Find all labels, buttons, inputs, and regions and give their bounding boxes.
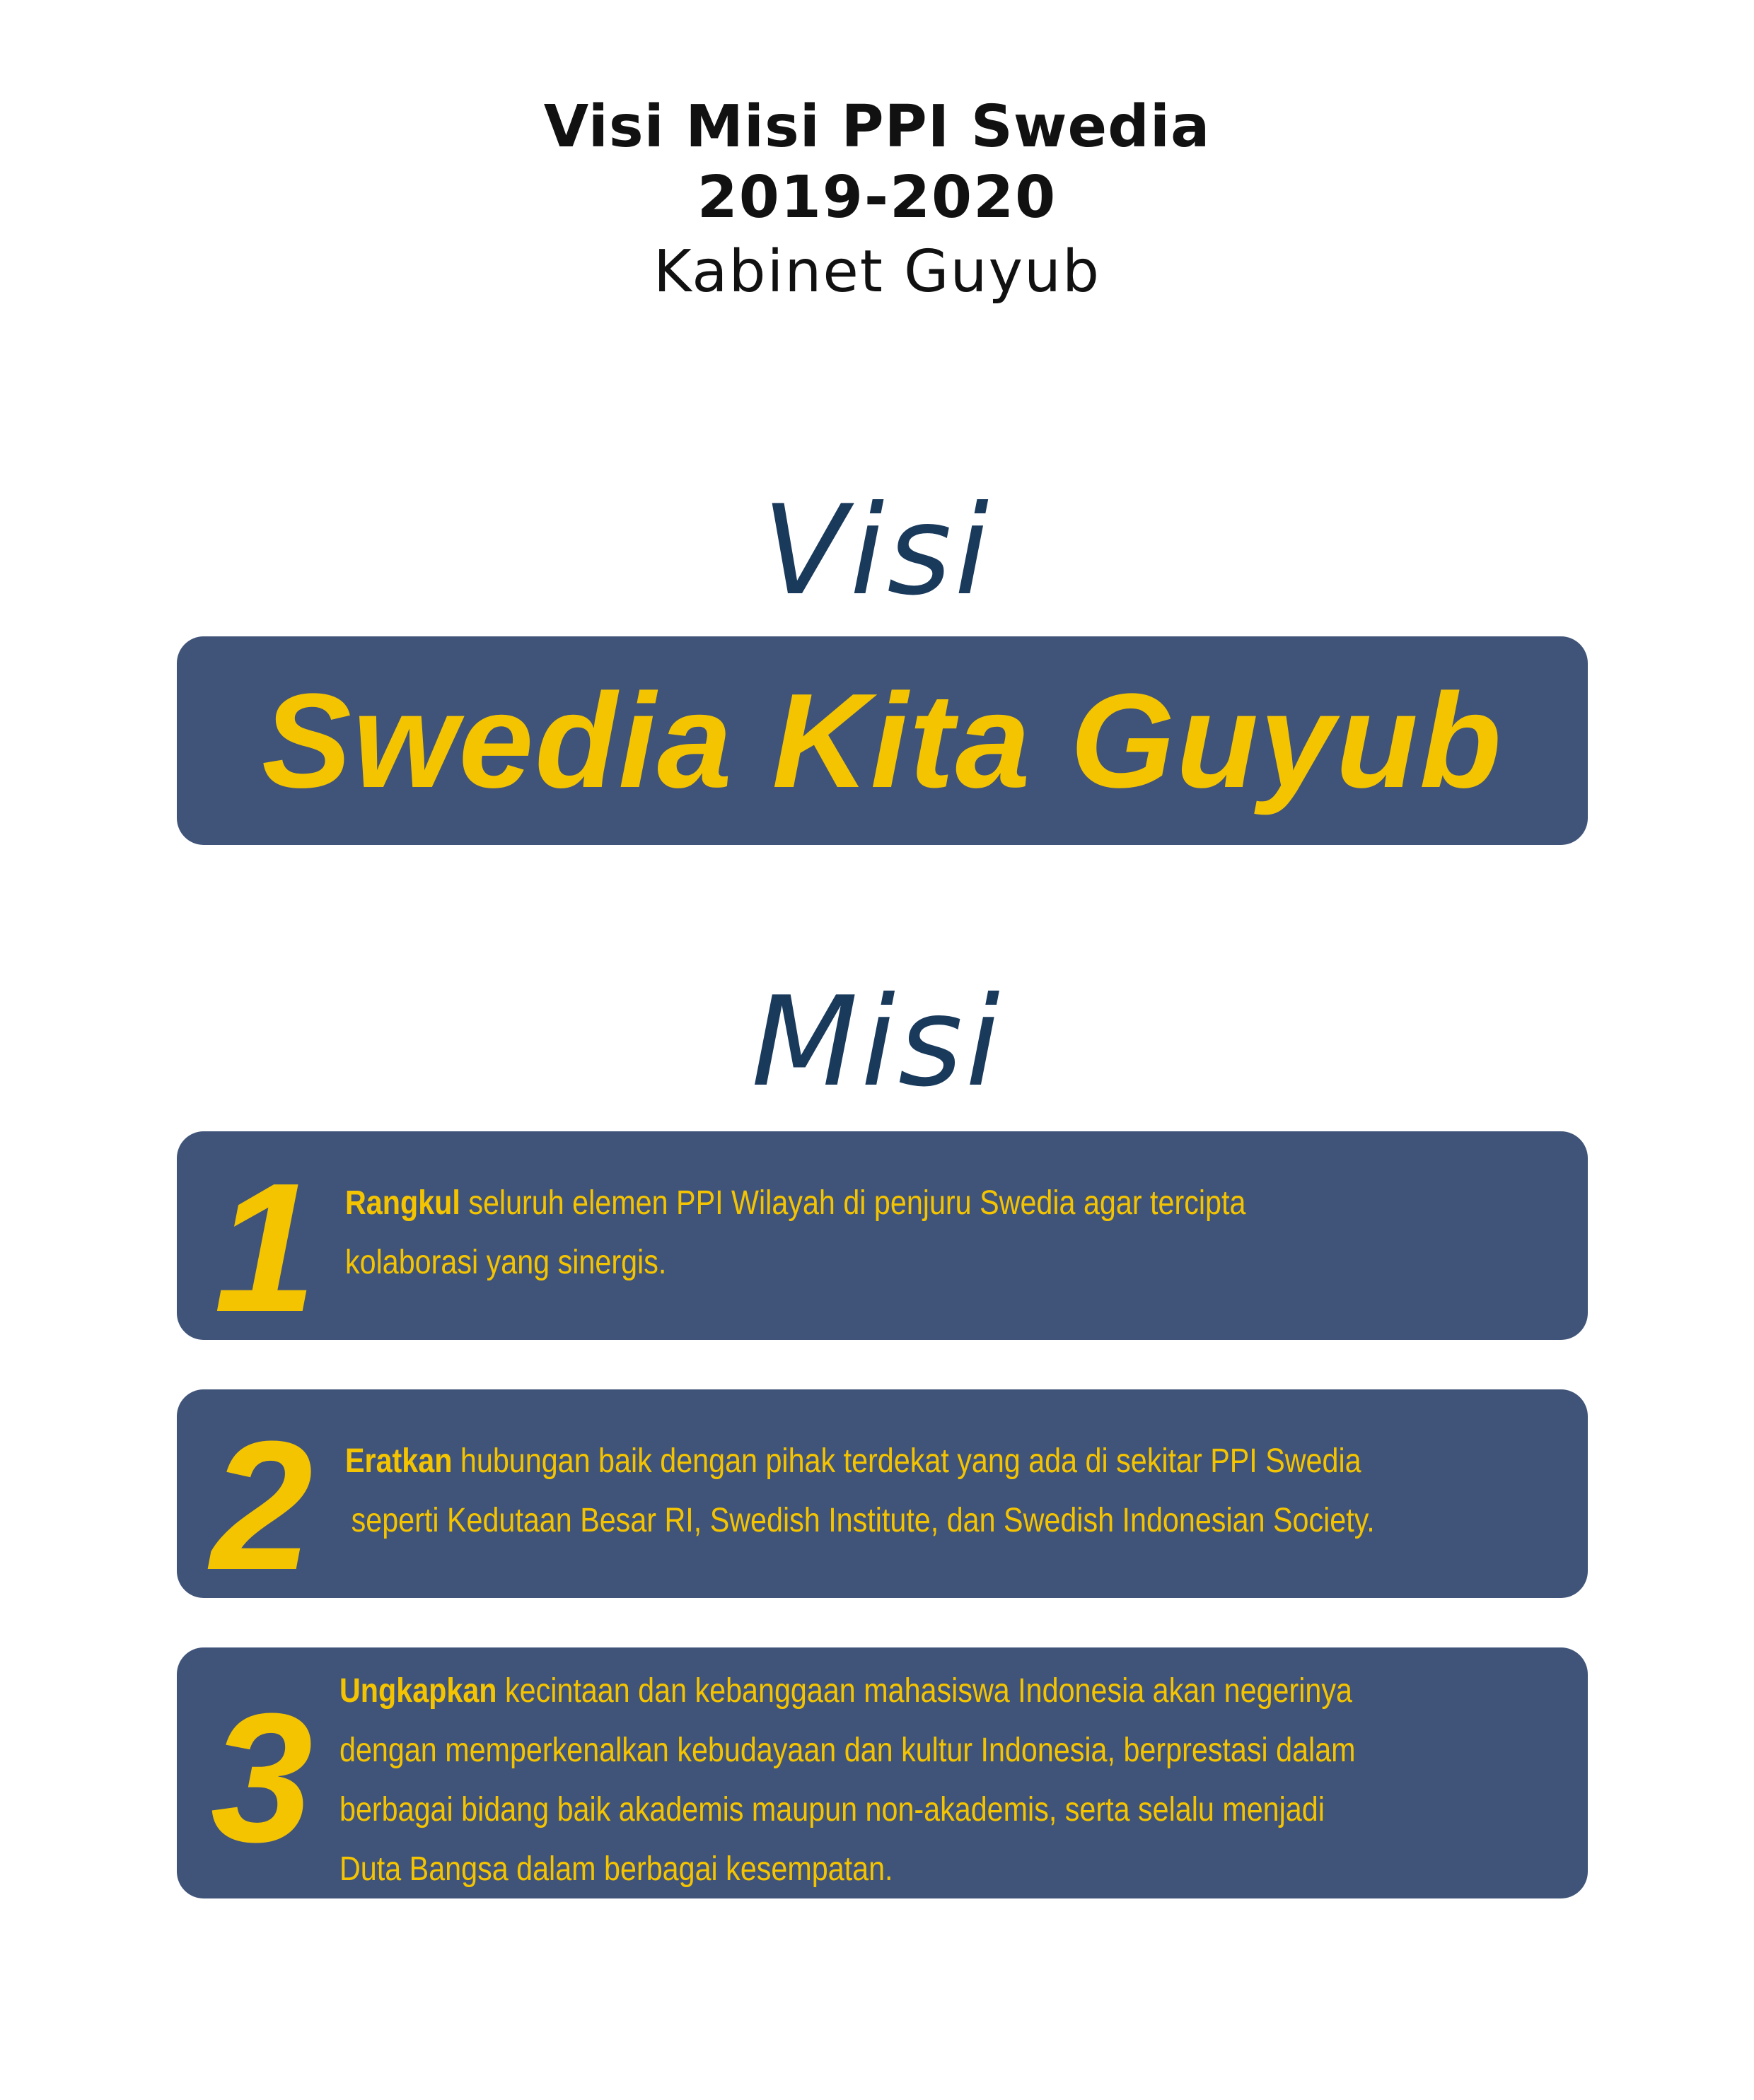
misi-item-2 bbox=[177, 1389, 1588, 1609]
misi-text-line: berbagai bidang baik akademis maupun non-akademis, serta selalu menjadi bbox=[339, 1791, 1325, 1828]
misi-number: 3 bbox=[210, 1676, 313, 1881]
visi-panel bbox=[177, 636, 1588, 845]
misi-text-span: hubungan baik dengan pihak terdekat yang ada di sekitar PPI Swedia bbox=[452, 1442, 1361, 1480]
misi-heading: Misi bbox=[751, 971, 1003, 1114]
misi-number: 1 bbox=[214, 1145, 317, 1351]
misi-text bbox=[345, 1174, 1482, 1293]
misi-text-line: dengan memperkenalkan kebudayaan dan kultur Indonesia, berprestasi dalam bbox=[339, 1732, 1356, 1769]
period-label: 2019-2020 bbox=[697, 164, 1057, 231]
page-title: Visi Misi PPI Swedia bbox=[543, 93, 1211, 161]
misi-text-line bbox=[345, 1432, 1586, 1491]
misi-keyword: Rangkul bbox=[345, 1184, 460, 1222]
misi-keyword: Ungkapkan bbox=[339, 1672, 497, 1710]
misi-text-line: Duta Bangsa dalam berbagai kesempatan. bbox=[339, 1850, 893, 1888]
misi-text-span: kecintaan dan kebanggaan mahasiswa Indonesia akan negerinya bbox=[496, 1672, 1352, 1710]
misi-text-line bbox=[345, 1174, 1482, 1233]
misi-item-1 bbox=[177, 1131, 1588, 1351]
misi-text-line: seperti Kedutaan Besar RI, Swedish Institute, dan Swedish Indonesian Society. bbox=[351, 1502, 1375, 1539]
misi-text-span: seluruh elemen PPI Wilayah di penjuru Swedia agar tercipta bbox=[460, 1184, 1246, 1222]
misi-item-3 bbox=[177, 1647, 1588, 1898]
misi-text-line: kolaborasi yang sinergis. bbox=[345, 1244, 667, 1281]
page-header bbox=[0, 92, 1754, 311]
misi-number: 2 bbox=[210, 1404, 313, 1609]
misi-text bbox=[339, 1662, 1593, 1899]
misi-text bbox=[345, 1432, 1586, 1551]
misi-keyword: Eratkan bbox=[345, 1442, 453, 1480]
misi-text-line bbox=[339, 1662, 1593, 1721]
cabinet-name: Kabinet Guyub bbox=[653, 238, 1101, 305]
visi-heading: Visi bbox=[762, 479, 992, 623]
visi-statement: Swedia Kita Guyub bbox=[262, 665, 1503, 816]
